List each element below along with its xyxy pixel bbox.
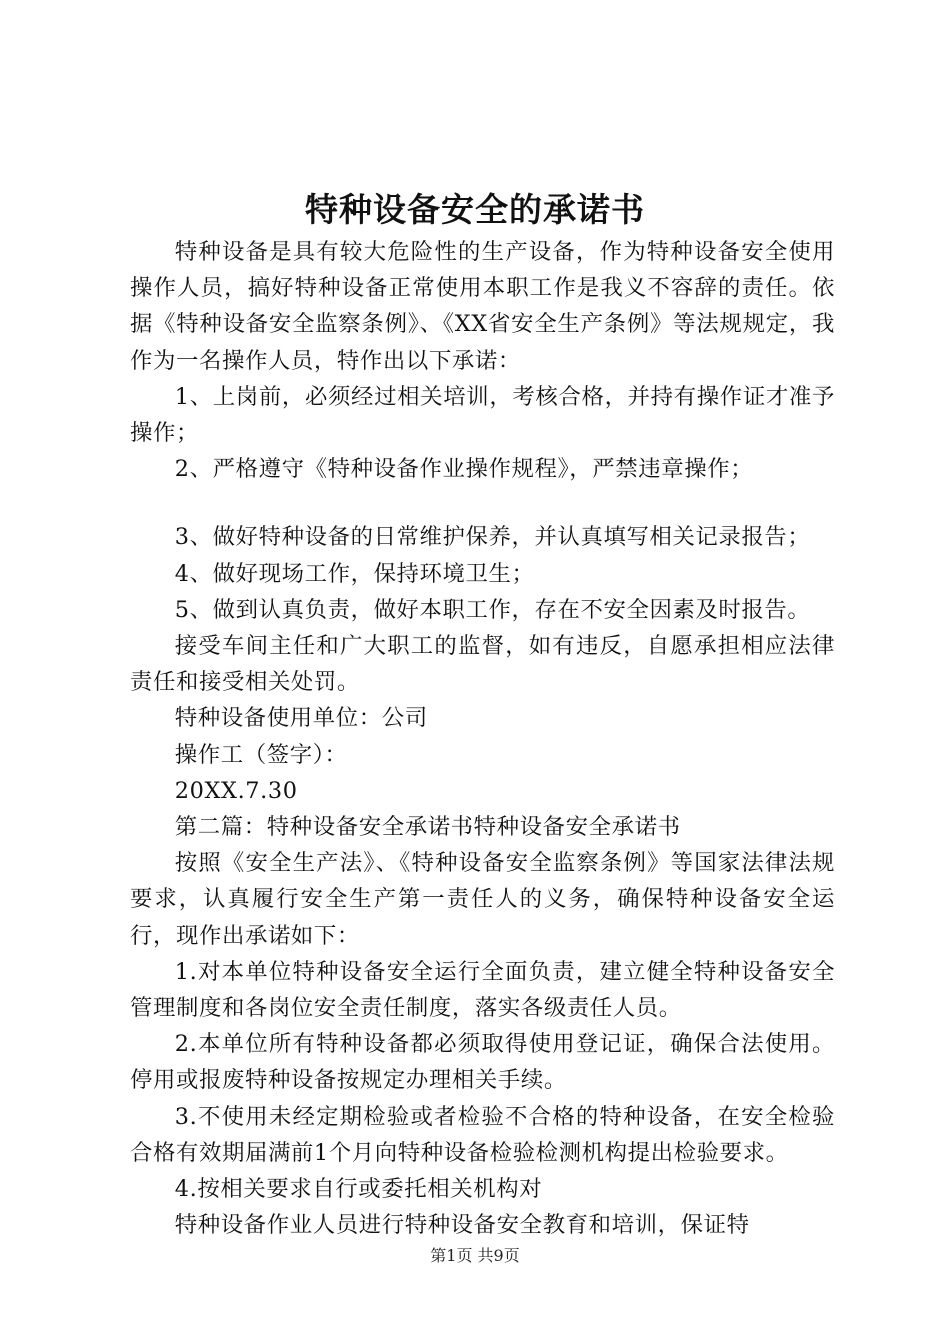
paragraph-supervision: 接受车间主任和广大职工的监督，如有违反，自愿承担相应法律责任和接受相关处罚。 [130,633,835,696]
document-title: 特种设备安全的承诺书 [305,190,645,229]
paragraph-intro: 特种设备是具有较大危险性的生产设备，作为特种设备安全使用操作人员，搞好特种设备正常使用本职工作是我义不容辞的责任。依据《特种设备安全监察条例》、《XX省安全生产条例》等法规规定，我作为一名操作人员，特作出以下承诺： [130,239,835,374]
paragraph-item-2: 2、严格遵守《特种设备作业操作规程》，严禁违章操作； [174,456,754,483]
paragraph-section-two-item-2: 2.本单位所有特种设备都必须取得使用登记证，确保合法使用。停用或报废特种设备按规定办理相关手续。 [130,1031,835,1094]
blank-line [130,487,835,519]
paragraph-item-3: 3、做好特种设备的日常维护保养，并认真填写相关记录报告； [174,524,811,551]
document-body [130,234,835,1243]
paragraph-item-1: 1、上岗前，必须经过相关培训，考核合格，并持有操作证才准予操作； [130,383,835,447]
paragraph-item-4: 4、做好现场工作，保持环境卫生； [174,560,535,587]
page-number-footer: 第1页 共9页 [430,1246,520,1265]
paragraph-section-two-continued: 特种设备作业人员进行特种设备安全教育和培训，保证特 [174,1212,750,1239]
paragraph-section-two-intro: 按照《安全生产法》、《特种设备安全监察条例》等国家法律法规要求，认真履行安全生产第一责任人的义务，确保特种设备安全运行，现作出承诺如下： [130,850,835,949]
paragraph-unit: 特种设备使用单位：公司 [174,705,428,732]
paragraph-item-5: 5、做到认真负责，做好本职工作，存在不安全因素及时报告。 [174,596,811,623]
paragraph-section-two-heading: 第二篇：特种设备安全承诺书特种设备安全承诺书 [174,814,681,841]
paragraph-date: 20XX.7.30 [174,777,298,804]
paragraph-section-two-item-3: 3.不使用未经定期检验或者检验不合格的特种设备，在安全检验合格有效期届满前1个月向特种设备检验检测机构提出检验要求。 [130,1103,835,1166]
paragraph-section-two-item-4: 4.按相关要求自行或委托相关机构对 [174,1176,543,1203]
paragraph-signature: 操作工（签字）： [174,741,348,768]
paragraph-section-two-item-1: 1.对本单位特种设备安全运行全面负责，建立健全特种设备安全管理制度和各岗位安全责任制度，落实各级责任人员。 [130,958,835,1022]
